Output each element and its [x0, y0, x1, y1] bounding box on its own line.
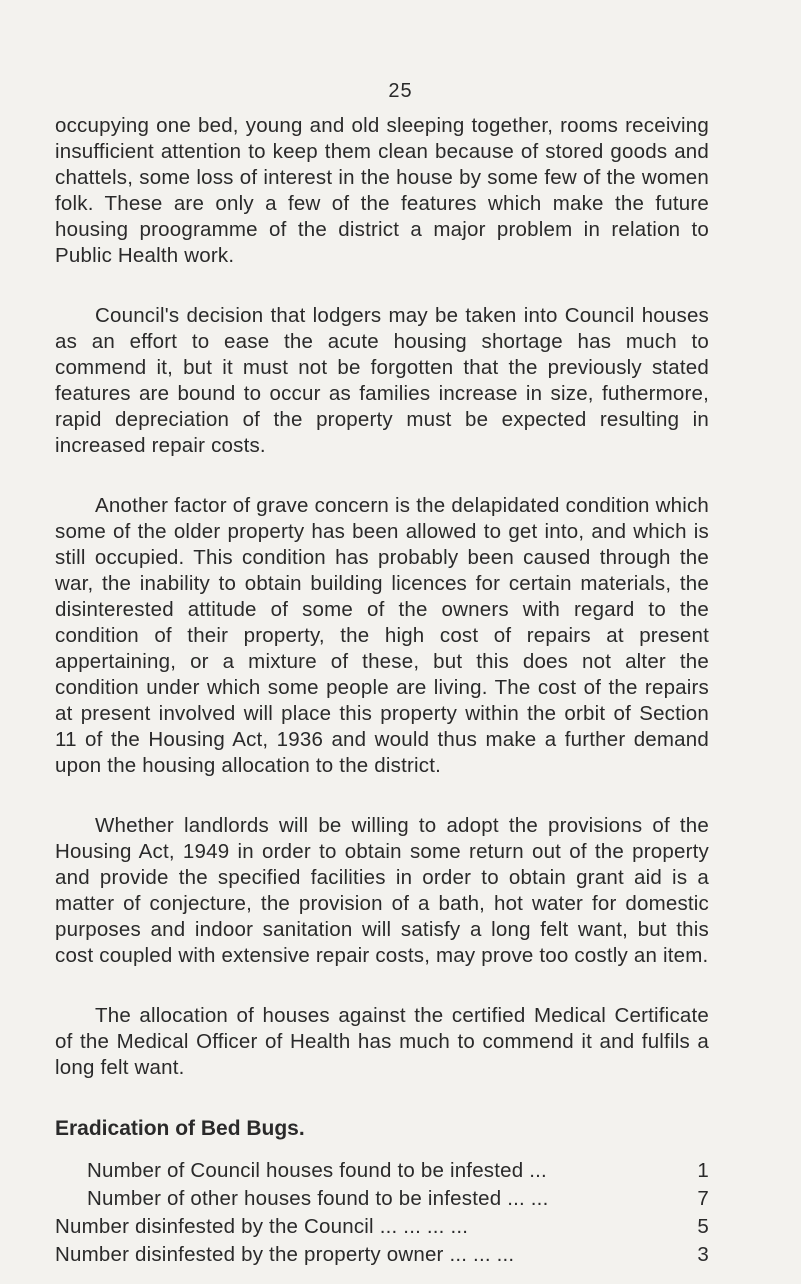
paragraph-housing-features: occupying one bed, young and old sleeping together, rooms receiving insufficient attention to keep them clean because of stored goods and chattels, some loss of interest in the house by some few of the women folk. These are only a few of the features which make the future housing proogramme of the district a major problem in relation to Public Health work.: [55, 114, 709, 267]
stat-row: [55, 1241, 709, 1269]
paragraph-allocation-certificate: The allocation of houses against the certified Medical Certificate of the Medical Officer of Health has much to commend it and fulfils a long felt want.: [55, 1004, 709, 1079]
stat-label: Number disinfested by the Council ... ... ... ...: [55, 1215, 469, 1238]
stat-label: Number of other houses found to be infested ... ...: [87, 1187, 549, 1210]
stat-value: 3: [697, 1243, 709, 1266]
stat-row: [55, 1157, 709, 1185]
stat-row: [55, 1185, 709, 1213]
paragraph-lodgers-decision: Council's decision that lodgers may be taken into Council houses as an effort to ease the acute housing shortage has much to commend it, but it must not be forgotten that the previously stated features are bound to occur as families increase in size, futhermore, rapid depreciation of the property must be expected resulting in increased repair costs.: [55, 304, 709, 457]
stat-label: Number of Council houses found to be infested ...: [87, 1159, 547, 1182]
section-heading-bed-bugs: Eradication of Bed Bugs.: [55, 1117, 305, 1140]
page-number: 25: [388, 80, 413, 102]
stat-row: [55, 1213, 709, 1241]
document-body: [55, 113, 709, 1269]
stat-value: 1: [697, 1159, 709, 1182]
stat-value: 5: [697, 1215, 709, 1238]
bed-bugs-statistics: [55, 1157, 709, 1269]
paragraph-landlords-provisions: Whether landlords will be willing to adopt the provisions of the Housing Act, 1949 in order to obtain some return out of the property and provide the specified facilities in order to obtain grant aid is a matter of conjecture, the provision of a bath, hot water for domestic purposes and indoor sanitation will satisfy a long felt want, but this cost coupled with extensive repair costs, may prove too costly an item.: [55, 814, 709, 967]
paragraph-delapidated-property: Another factor of grave concern is the delapidated condition which some of the older property has been allowed to get into, and which is still occupied. This condition has probably been caused through the war, the inability to obtain building licences for certain materials, the disinterested attitude of some of the owners with regard to the condition of their property, the high cost of repairs at present appertaining, or a mixture of these, but this does not alter the condition under which some people are living. The cost of the repairs at present involved will place this property within the orbit of Section 11 of the Housing Act, 1936 and would thus make a further demand upon the housing allocation to the district.: [55, 494, 709, 777]
stat-label: Number disinfested by the property owner ... ... ...: [55, 1243, 515, 1266]
stat-value: 7: [697, 1187, 709, 1210]
